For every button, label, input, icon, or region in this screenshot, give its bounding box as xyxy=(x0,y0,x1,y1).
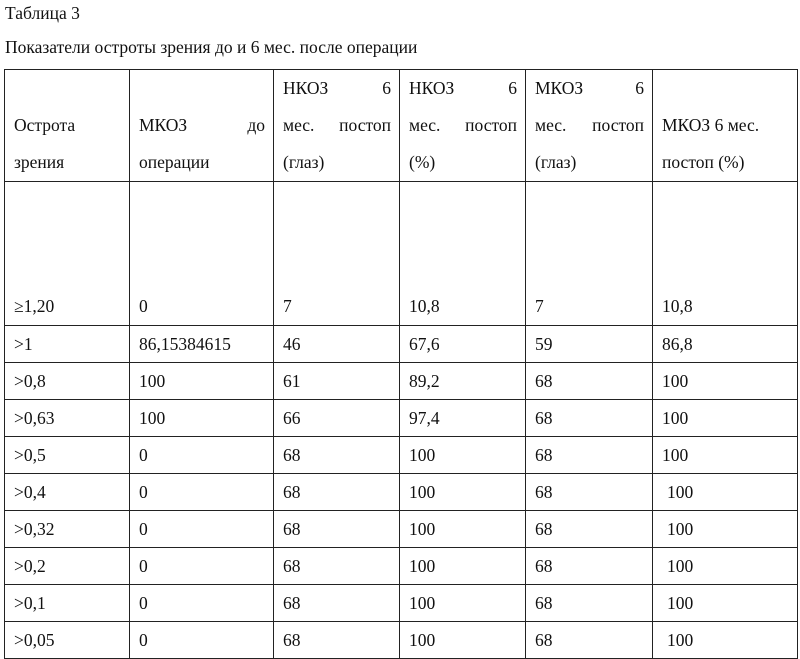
table-row xyxy=(5,326,798,363)
header-line xyxy=(14,70,121,107)
table-cell-bcva-eyes: 59 xyxy=(526,326,653,363)
header-line: МКОЗ до xyxy=(139,115,265,135)
table-cell-ucva-percent: 100 xyxy=(400,437,526,474)
table-cell-bcva-preop: 0 xyxy=(130,437,274,474)
header-cell-ucva-percent xyxy=(400,70,526,182)
table-row xyxy=(5,585,798,622)
header-cell-ucva-eyes xyxy=(274,70,400,182)
table-cell-bcva-percent: 100 xyxy=(653,474,798,511)
table-cell-ucva-eyes: 66 xyxy=(274,400,400,437)
table-cell-bcva-percent: 100 xyxy=(653,511,798,548)
table-cell-ucva-percent: 100 xyxy=(400,585,526,622)
table-row xyxy=(5,622,798,659)
header-line: (глаз) xyxy=(283,152,325,172)
table-cell-bcva-percent: 100 xyxy=(653,548,798,585)
table-cell-bcva-percent: 86,8 xyxy=(653,326,798,363)
table-cell-bcva-preop: 86,15384615 xyxy=(130,326,274,363)
table-cell-bcva-preop: 0 xyxy=(130,548,274,585)
table-cell-bcva-percent: 10,8 xyxy=(653,182,798,326)
table-cell-ucva-percent: 97,4 xyxy=(400,400,526,437)
table-cell-ucva-percent: 10,8 xyxy=(400,182,526,326)
table-cell-acuity: >0,05 xyxy=(5,622,130,659)
table-row xyxy=(5,511,798,548)
table-row xyxy=(5,474,798,511)
table-cell-bcva-percent: 100 xyxy=(653,437,798,474)
header-row xyxy=(5,70,798,182)
table-cell-bcva-preop: 0 xyxy=(130,585,274,622)
header-line: (%) xyxy=(409,152,436,172)
header-line: Острота xyxy=(14,115,76,135)
table-cell-acuity: >0,4 xyxy=(5,474,130,511)
header-line: МКОЗ 6 xyxy=(535,78,644,98)
table-cell-bcva-eyes: 68 xyxy=(526,511,653,548)
table-cell-ucva-percent: 89,2 xyxy=(400,363,526,400)
table-row xyxy=(5,548,798,585)
table-cell-bcva-eyes: 68 xyxy=(526,548,653,585)
table-cell-acuity: >0,63 xyxy=(5,400,130,437)
table-cell-ucva-percent: 67,6 xyxy=(400,326,526,363)
table-cell-acuity: >0,5 xyxy=(5,437,130,474)
table-cell-acuity: >0,1 xyxy=(5,585,130,622)
header-line xyxy=(139,70,265,107)
table-cell-bcva-percent: 100 xyxy=(653,585,798,622)
header-line: постоп (%) xyxy=(662,152,745,172)
table-cell-acuity: >0,32 xyxy=(5,511,130,548)
header-line: операции xyxy=(139,152,210,172)
header-line xyxy=(662,70,789,107)
table-cell-ucva-eyes: 46 xyxy=(274,326,400,363)
table-cell-bcva-preop: 0 xyxy=(130,622,274,659)
header-line: МКОЗ 6 мес. xyxy=(662,115,760,135)
table-cell-bcva-eyes: 7 xyxy=(526,182,653,326)
header-line: мес. постоп xyxy=(535,115,644,135)
table-cell-acuity: >0,2 xyxy=(5,548,130,585)
table-cell-ucva-percent: 100 xyxy=(400,622,526,659)
header-line: зрения xyxy=(14,152,65,172)
table-row xyxy=(5,437,798,474)
table-cell-ucva-eyes: 7 xyxy=(274,182,400,326)
table-cell-ucva-eyes: 68 xyxy=(274,437,400,474)
table-cell-ucva-eyes: 68 xyxy=(274,622,400,659)
header-line: НКОЗ 6 xyxy=(283,78,391,98)
table-cell-ucva-eyes: 68 xyxy=(274,511,400,548)
table-row xyxy=(5,363,798,400)
table-cell-bcva-preop: 0 xyxy=(130,182,274,326)
table-cell-ucva-percent: 100 xyxy=(400,548,526,585)
table-cell-bcva-percent: 100 xyxy=(653,622,798,659)
table-cell-bcva-preop: 100 xyxy=(130,400,274,437)
table-cell-acuity: >0,8 xyxy=(5,363,130,400)
header-cell-bcva-eyes xyxy=(526,70,653,182)
table-cell-ucva-eyes: 68 xyxy=(274,548,400,585)
table-cell-bcva-eyes: 68 xyxy=(526,622,653,659)
table-cell-ucva-percent: 100 xyxy=(400,511,526,548)
header-line: мес. постоп xyxy=(409,115,517,135)
header-cell-acuity xyxy=(5,70,130,182)
table-cell-ucva-percent: 100 xyxy=(400,474,526,511)
header-cell-bcva-preop xyxy=(130,70,274,182)
header-line: НКОЗ 6 xyxy=(409,78,517,98)
table-cell-bcva-eyes: 68 xyxy=(526,363,653,400)
header-line: мес. постоп xyxy=(283,115,391,135)
table-cell-bcva-preop: 0 xyxy=(130,474,274,511)
table-cell-bcva-eyes: 68 xyxy=(526,585,653,622)
table-title: Показатели остроты зрения до и 6 мес. после операции xyxy=(5,37,418,57)
table-cell-ucva-eyes: 61 xyxy=(274,363,400,400)
table-cell-bcva-eyes: 68 xyxy=(526,400,653,437)
table-number: Таблица 3 xyxy=(5,3,80,23)
header-line: (глаз) xyxy=(535,152,577,172)
table-cell-bcva-preop: 100 xyxy=(130,363,274,400)
table-cell-ucva-eyes: 68 xyxy=(274,585,400,622)
table-cell-bcva-percent: 100 xyxy=(653,400,798,437)
visual-acuity-table xyxy=(4,69,798,659)
table-cell-acuity: >1 xyxy=(5,326,130,363)
table-cell-bcva-preop: 0 xyxy=(130,511,274,548)
table-cell-bcva-eyes: 68 xyxy=(526,437,653,474)
table-cell-acuity: ≥1,20 xyxy=(5,182,130,326)
table-cell-ucva-eyes: 68 xyxy=(274,474,400,511)
table-cell-bcva-eyes: 68 xyxy=(526,474,653,511)
header-cell-bcva-percent xyxy=(653,70,798,182)
table-row xyxy=(5,400,798,437)
table-row xyxy=(5,182,798,326)
table-cell-bcva-percent: 100 xyxy=(653,363,798,400)
